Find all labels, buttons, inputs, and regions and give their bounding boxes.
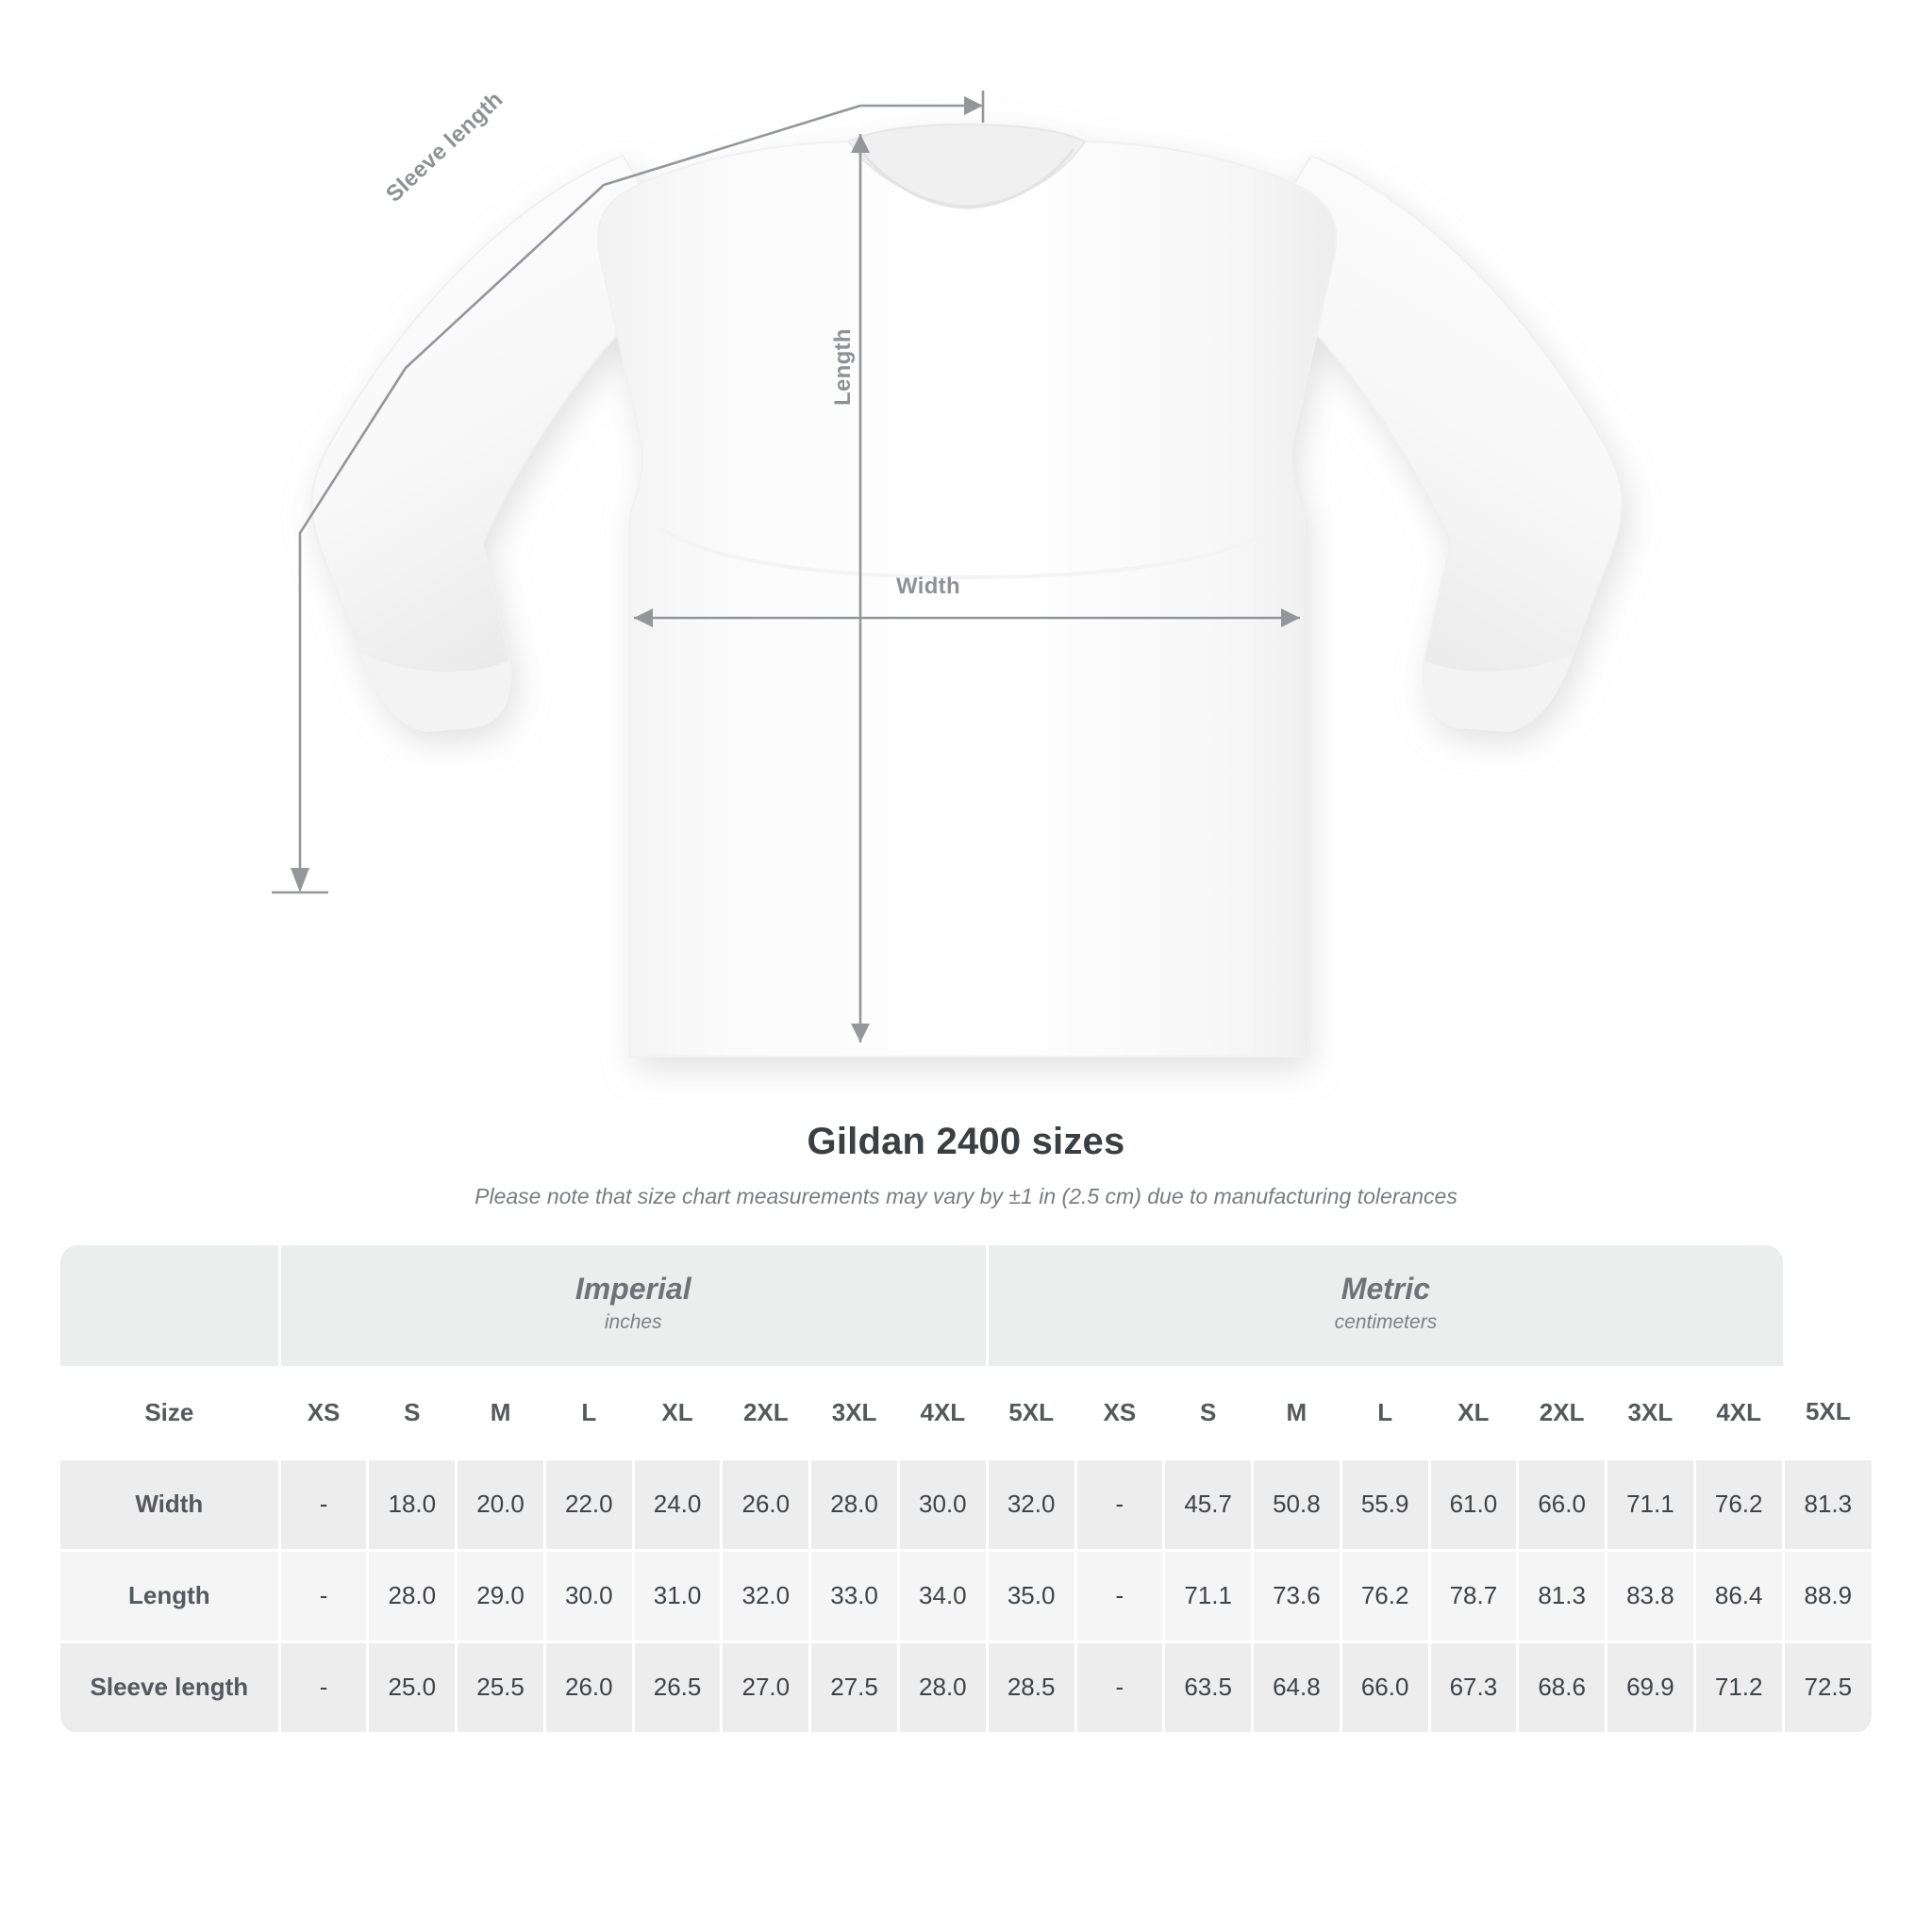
column-header-imperial-4xl: 4XL [898,1367,987,1458]
cell-width-imperial-2xl: 26.0 [722,1458,810,1550]
column-header-metric-5xl: 5XL [1783,1367,1872,1458]
cell-length-metric-s: 71.1 [1164,1550,1253,1641]
cell-width-metric-xl: 61.0 [1429,1458,1518,1550]
cell-length-imperial-2xl: 32.0 [722,1550,810,1641]
table-corner-cell [60,1245,279,1367]
cell-length-metric-l: 76.2 [1341,1550,1429,1641]
cell-width-imperial-5xl: 32.0 [987,1458,1075,1550]
cell-length-metric-4xl: 86.4 [1694,1550,1783,1641]
cell-sleeve-length-imperial-2xl: 27.0 [722,1641,810,1733]
size-header-row [60,1367,1872,1458]
cell-length-metric-xl: 78.7 [1429,1550,1518,1641]
table-row [60,1550,1872,1641]
row-label-width: Width [60,1458,279,1550]
column-header-metric-2xl: 2XL [1518,1367,1607,1458]
cell-width-metric-l: 55.9 [1341,1458,1429,1550]
cell-sleeve-length-imperial-5xl: 28.5 [987,1641,1075,1733]
cell-width-metric-2xl: 66.0 [1518,1458,1607,1550]
cell-sleeve-length-metric-s: 63.5 [1164,1641,1253,1733]
column-header-imperial-5xl: 5XL [987,1367,1075,1458]
table-row [60,1641,1872,1733]
garment-shape [311,125,1622,1057]
column-header-imperial-m: M [457,1367,545,1458]
cell-sleeve-length-metric-m: 64.8 [1253,1641,1341,1733]
cell-width-imperial-l: 22.0 [544,1458,633,1550]
column-header-imperial-s: S [368,1367,457,1458]
unit-group-metric [987,1245,1783,1367]
cell-width-metric-4xl: 76.2 [1694,1458,1783,1550]
column-header-imperial-3xl: 3XL [810,1367,899,1458]
cell-length-imperial-3xl: 33.0 [810,1550,899,1641]
row-label-sleeve-length: Sleeve length [60,1641,279,1733]
cell-sleeve-length-metric-4xl: 71.2 [1694,1641,1783,1733]
column-header-metric-s: S [1164,1367,1253,1458]
cell-length-metric-5xl: 88.9 [1783,1550,1872,1641]
cell-width-imperial-m: 20.0 [457,1458,545,1550]
column-header-metric-l: L [1341,1367,1429,1458]
cell-length-imperial-5xl: 35.0 [987,1550,1075,1641]
column-header-metric-xl: XL [1429,1367,1518,1458]
cell-sleeve-length-imperial-l: 26.0 [544,1641,633,1733]
cell-sleeve-length-imperial-4xl: 28.0 [898,1641,987,1733]
cell-length-metric-m: 73.6 [1253,1550,1341,1641]
row-label-length: Length [60,1550,279,1641]
cell-sleeve-length-imperial-3xl: 27.5 [810,1641,899,1733]
cell-width-metric-5xl: 81.3 [1783,1458,1872,1550]
cell-width-metric-s: 45.7 [1164,1458,1253,1550]
cell-width-imperial-3xl: 28.0 [810,1458,899,1550]
cell-width-imperial-xl: 24.0 [633,1458,722,1550]
cell-length-imperial-4xl: 34.0 [898,1550,987,1641]
column-header-imperial-xs: XS [279,1367,368,1458]
cell-length-imperial-xl: 31.0 [633,1550,722,1641]
cell-length-imperial-s: 28.0 [368,1550,457,1641]
tolerance-note: Please note that size chart measurements may vary by ±1 in (2.5 cm) due to manufacturing tolerances [475,1184,1457,1208]
length-label: Length [830,328,856,406]
cell-length-metric-3xl: 83.8 [1607,1550,1695,1641]
cell-sleeve-length-imperial-xs: - [279,1641,368,1733]
cell-sleeve-length-metric-xs: - [1075,1641,1164,1733]
size-table [60,1245,1872,1735]
column-header-imperial-l: L [544,1367,633,1458]
table-row [60,1458,1872,1550]
column-header-metric-4xl: 4XL [1694,1367,1783,1458]
row-header-size: Size [60,1367,279,1458]
unit-group-name: Metric [1341,1272,1431,1306]
column-header-metric-3xl: 3XL [1607,1367,1695,1458]
cell-length-metric-2xl: 81.3 [1518,1550,1607,1641]
cell-sleeve-length-metric-3xl: 69.9 [1607,1641,1695,1733]
page-title: Gildan 2400 sizes [807,1121,1125,1162]
width-label: Width [896,574,960,599]
cell-sleeve-length-metric-5xl: 72.5 [1783,1641,1872,1733]
unit-header-row [60,1245,1872,1367]
column-header-metric-xs: XS [1075,1367,1164,1458]
size-table-wrapper [60,1245,1872,1735]
cell-width-metric-xs: - [1075,1458,1164,1550]
unit-group-sub: centimeters [1334,1311,1438,1333]
cell-length-imperial-m: 29.0 [457,1550,545,1641]
cell-width-imperial-s: 18.0 [368,1458,457,1550]
cell-length-imperial-l: 30.0 [544,1550,633,1641]
cell-width-metric-m: 50.8 [1253,1458,1341,1550]
cell-length-imperial-xs: - [279,1550,368,1641]
cell-length-metric-xs: - [1075,1550,1164,1641]
cell-sleeve-length-imperial-xl: 26.5 [633,1641,722,1733]
title-block [0,1121,1932,1209]
sleeve-length-label: Sleeve length [381,86,508,208]
cell-sleeve-length-metric-l: 66.0 [1341,1641,1429,1733]
cell-sleeve-length-metric-xl: 67.3 [1429,1641,1518,1733]
unit-group-name: Imperial [575,1272,691,1306]
unit-group-imperial [279,1245,987,1367]
column-header-metric-m: M [1253,1367,1341,1458]
column-header-imperial-2xl: 2XL [722,1367,810,1458]
cell-width-imperial-xs: - [279,1458,368,1550]
cell-width-metric-3xl: 71.1 [1607,1458,1695,1550]
cell-sleeve-length-imperial-s: 25.0 [368,1641,457,1733]
cell-sleeve-length-imperial-m: 25.5 [457,1641,545,1733]
cell-width-imperial-4xl: 30.0 [898,1458,987,1550]
unit-group-sub: inches [604,1311,662,1333]
cell-sleeve-length-metric-2xl: 68.6 [1518,1641,1607,1733]
column-header-imperial-xl: XL [633,1367,722,1458]
